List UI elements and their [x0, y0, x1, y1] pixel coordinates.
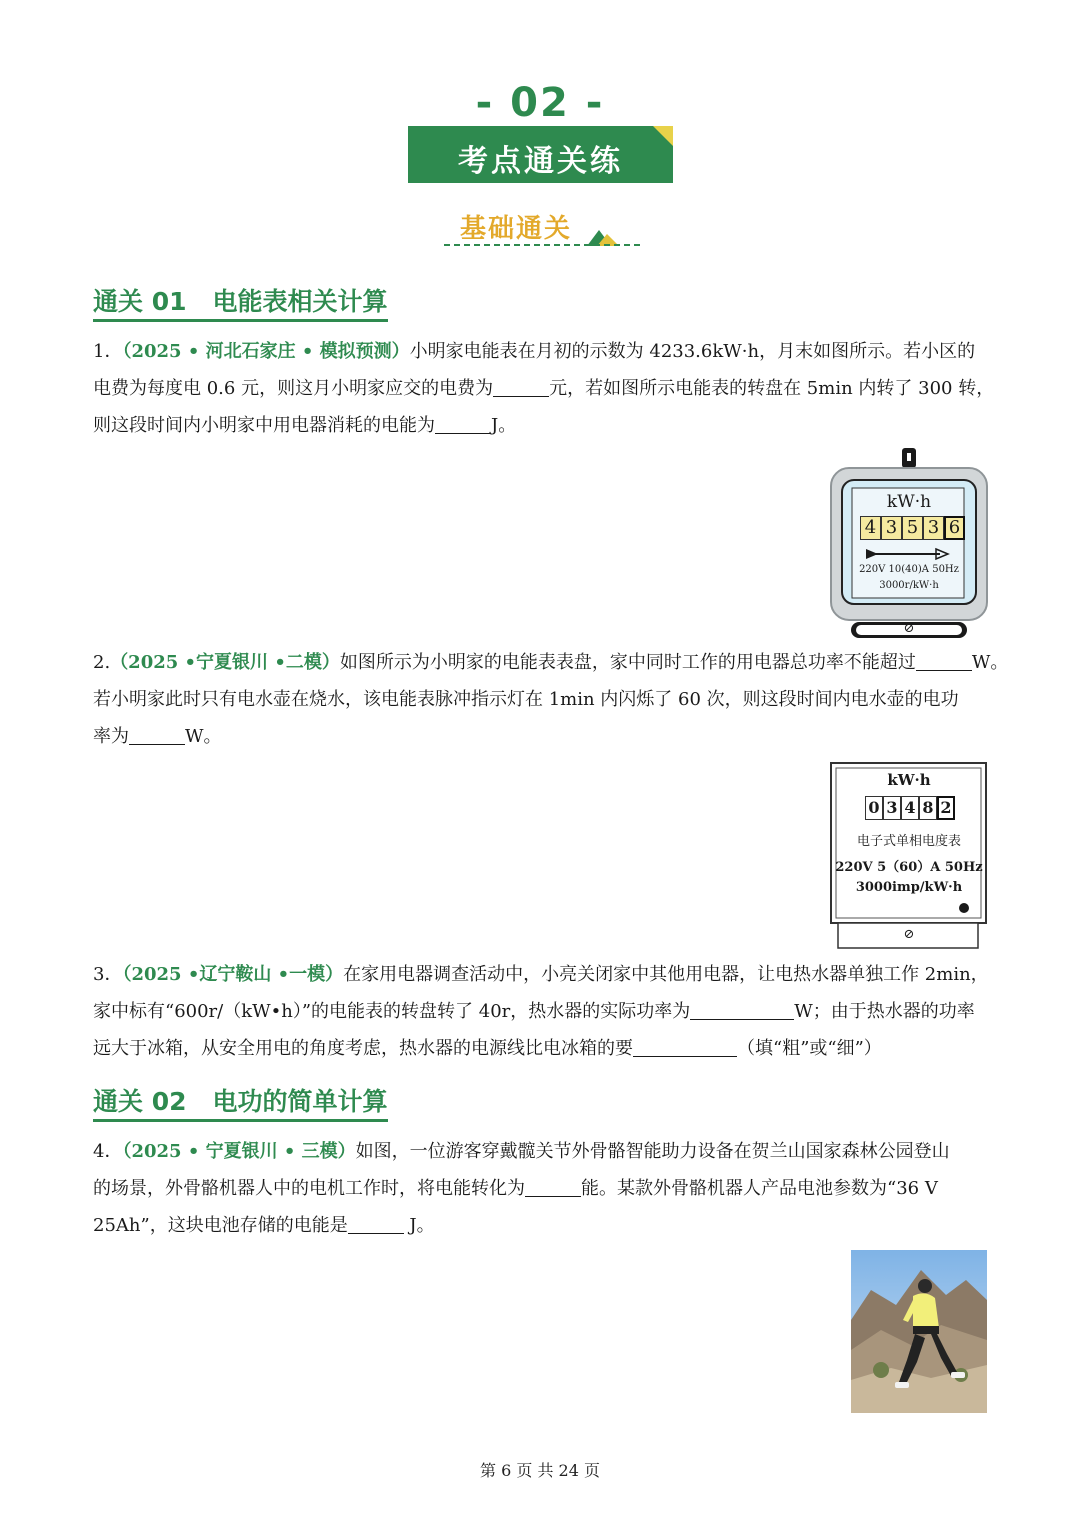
- meter-2-digit: 0: [865, 796, 883, 820]
- question-text: W。: [971, 652, 1009, 673]
- meter-2-digits: [865, 796, 955, 820]
- banner: [408, 126, 673, 183]
- meter-2-label: 电子式单相电度表: [856, 834, 961, 849]
- meter-1-digit: 5: [902, 516, 923, 540]
- question-text: 远大于冰箱，从安全用电的角度考虑，热水器的电源线比电冰箱的要: [93, 1038, 633, 1059]
- hiker-photo: [851, 1250, 987, 1413]
- page-footer: 第 6 页 共 24 页: [480, 1461, 600, 1480]
- meter-1-digit: 3: [923, 516, 944, 540]
- meter-2-digit: 4: [901, 796, 919, 820]
- question-text: 元，若如图所示电能表的转盘在 5min 内转了 300 转，: [549, 378, 995, 399]
- answer-blank[interactable]: [690, 999, 794, 1020]
- question-text: J。: [491, 415, 517, 436]
- answer-blank[interactable]: [633, 1036, 737, 1057]
- electric-meter-1: [830, 448, 990, 640]
- section-name-2: 电功的简单计算: [212, 1087, 388, 1116]
- question-text: W；由于热水器的功率: [794, 1001, 975, 1022]
- meter-2-spec: 220V 5（60）A 50Hz: [835, 860, 983, 875]
- question-text: （填“粗”或“细”）: [737, 1038, 882, 1059]
- banner-title: 考点通关练: [458, 144, 623, 179]
- section-number: - 02 -: [475, 80, 605, 126]
- meter-1-digits: [860, 516, 965, 540]
- question-text: 如图，一位游客穿戴髋关节外骨骼智能助力设备在贺兰山国家森林公园登山: [355, 1141, 950, 1162]
- sub-title-badge: [440, 206, 640, 254]
- sub-title: 基础通关: [460, 214, 573, 244]
- meter-1-spec: 220V 10(40)A 50Hz: [859, 564, 959, 575]
- section-number-1: 通关 01: [93, 287, 187, 316]
- meter-2-unit: kW·h: [887, 771, 931, 789]
- answer-blank[interactable]: [129, 724, 185, 745]
- question-text: W。: [185, 726, 222, 747]
- question-text: 的场景，外骨骼机器人中的电机工作时，将电能转化为: [93, 1178, 525, 1199]
- question-source: （2025 •辽宁鞍山 •一模）: [122, 964, 344, 985]
- question-text: 家中标有“600r/（kW•h）”的电能表的转盘转了 40r，热水器的实际功率为: [93, 1001, 691, 1022]
- question-3: [93, 956, 988, 1067]
- meter-1-unit: kW·h: [886, 492, 932, 512]
- hiker-illustration: [851, 1250, 987, 1413]
- meter-2-symbol: ⊘: [903, 927, 915, 942]
- question-text: 能。某款外骨骼机器人产品电池参数为“36 V: [581, 1178, 938, 1199]
- meter-1-graphic: [830, 448, 990, 640]
- section-title-2: [93, 1082, 388, 1122]
- question-text: 则这段时间内小明家中用电器消耗的电能为: [93, 415, 435, 436]
- section-name-1: 电能表相关计算: [212, 287, 388, 316]
- question-source: （2025 • 河北石家庄 • 模拟预测）: [122, 341, 410, 362]
- question-number: 3．: [93, 964, 123, 985]
- meter-2-digit: 2: [937, 796, 955, 820]
- meter-2-constant: 3000imp/kW·h: [855, 880, 963, 895]
- question-source: （2025 •宁夏银川 •二模）: [110, 652, 340, 673]
- question-text: 如图所示为小明家的电能表表盘，家中同时工作的用电器总功率不能超过: [339, 652, 916, 673]
- section-number-2: 通关 02: [93, 1087, 187, 1116]
- question-number: 1．: [93, 341, 123, 362]
- answer-blank[interactable]: [348, 1213, 404, 1234]
- question-text: 率为: [93, 726, 129, 747]
- question-text: 小明家电能表在月初的示数为 4233.6kW·h，月末如图所示。若小区的: [409, 341, 976, 362]
- question-source: （2025 • 宁夏银川 • 三模）: [122, 1141, 356, 1162]
- question-4: [93, 1133, 988, 1244]
- electric-meter-2: [830, 762, 988, 950]
- question-2: [93, 644, 1009, 755]
- question-text: 电费为每度电 0.6 元，则这月小明家应交的电费为: [93, 378, 494, 399]
- meter-1-digit: 4: [860, 516, 881, 540]
- question-text: 在家用电器调查活动中，小亮关闭家中其他用电器，让电热水器单独工作 2min，: [343, 964, 989, 985]
- question-number: 4．: [93, 1141, 123, 1162]
- meter-1-digit: 3: [881, 516, 902, 540]
- meter-1-digit: 6: [944, 516, 965, 540]
- meter-1-constant: 3000r/kW·h: [879, 580, 939, 591]
- meter-2-digit: 3: [883, 796, 901, 820]
- answer-blank[interactable]: [916, 650, 972, 671]
- answer-blank[interactable]: [493, 376, 549, 397]
- question-text: 25Ah”，这块电池存储的电能是: [93, 1215, 348, 1236]
- question-text: 若小明家此时只有电水壶在烧水，该电能表脉冲指示灯在 1min 内闪烁了 60 次，则这段时间内电水壶的电功: [93, 689, 959, 710]
- meter-2-digit: 8: [919, 796, 937, 820]
- question-text: J。: [403, 1215, 435, 1236]
- meter-1-symbol: ⊘: [903, 621, 915, 636]
- sub-title-underline: [444, 244, 640, 246]
- answer-blank[interactable]: [525, 1176, 581, 1197]
- section-title-1: [93, 282, 388, 322]
- answer-blank[interactable]: [435, 413, 491, 434]
- question-1: [93, 333, 995, 444]
- question-number: 2.: [93, 652, 111, 673]
